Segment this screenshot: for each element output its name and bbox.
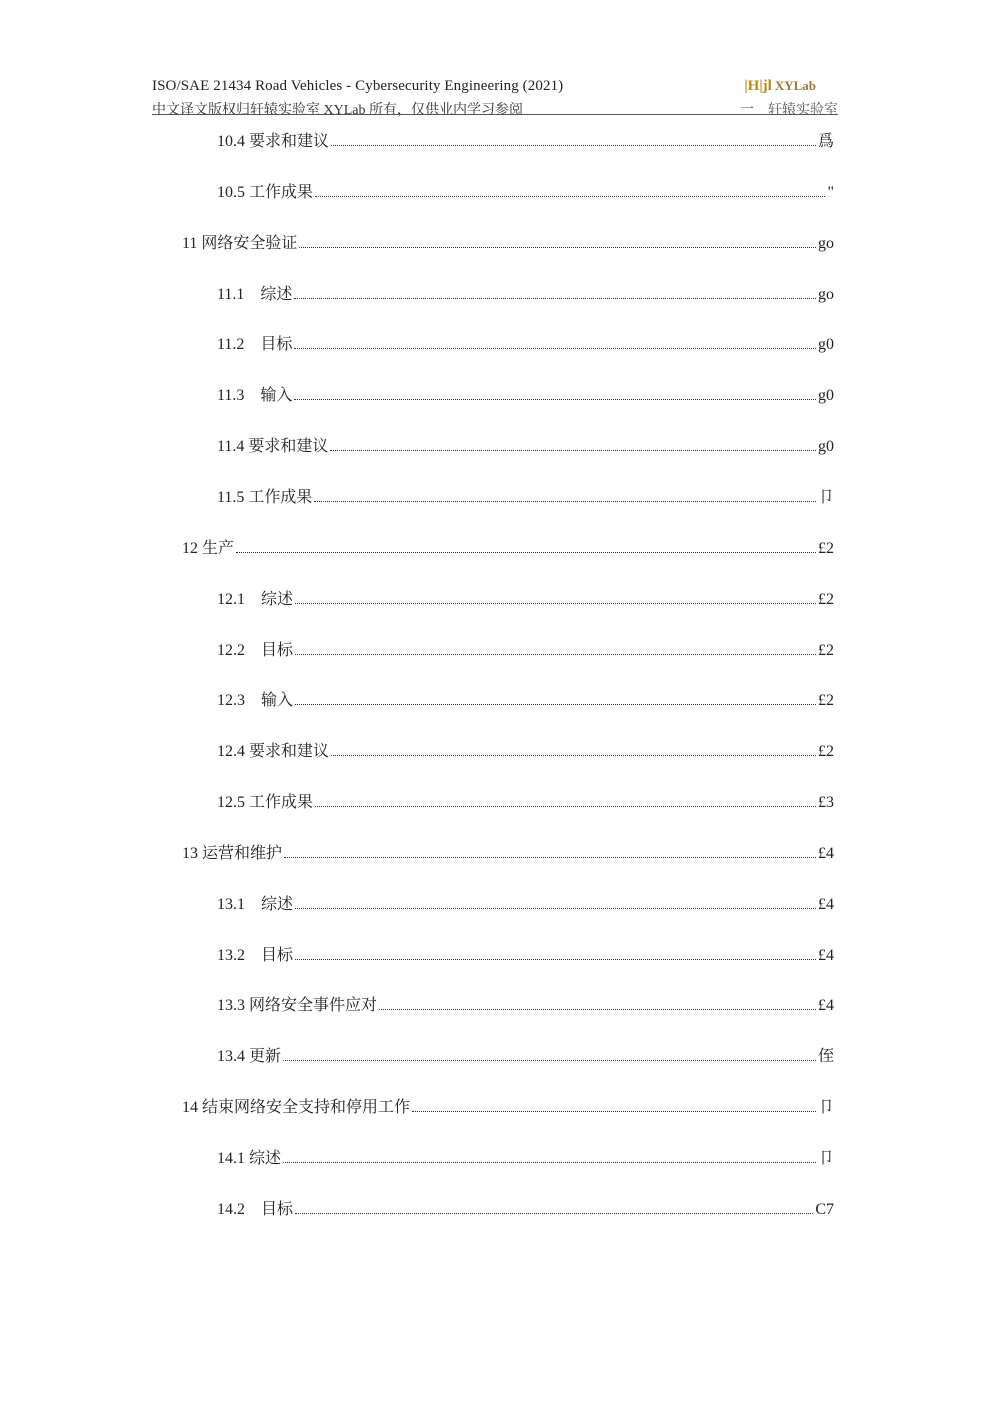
header-rule xyxy=(152,114,838,115)
toc-entry-title: 13.2 目标 xyxy=(217,947,294,964)
toc-entry-title: 14 结束网络安全支持和停用工作 xyxy=(182,1099,411,1116)
toc-page-number: g0 xyxy=(818,438,834,455)
toc-entry-title: 11.4 要求和建议 xyxy=(217,438,329,455)
toc-entry[interactable] xyxy=(217,942,834,964)
toc-entry[interactable] xyxy=(182,535,834,557)
brand-mark: |H|jl xyxy=(744,78,772,94)
toc-dot-leader xyxy=(412,1111,816,1112)
toc-dot-leader xyxy=(294,298,816,299)
toc-entry[interactable] xyxy=(217,637,834,659)
toc-page-number: £2 xyxy=(818,642,834,659)
toc-entry-title: 12.4 要求和建议 xyxy=(217,743,330,760)
toc-entry[interactable] xyxy=(217,891,834,913)
toc-dot-leader xyxy=(295,959,816,960)
toc-dot-leader xyxy=(331,755,816,756)
toc-entry-title: 13.4 更新 xyxy=(217,1048,282,1065)
toc-entry[interactable] xyxy=(217,128,834,150)
toc-entry[interactable] xyxy=(217,179,834,201)
toc-dot-leader xyxy=(331,145,816,146)
toc-dot-leader xyxy=(299,247,816,248)
toc-entry[interactable] xyxy=(217,484,834,506)
toc-dot-leader xyxy=(295,908,816,909)
brand-lab-name: 轩辕实验室 xyxy=(768,103,838,118)
toc-page-number: £4 xyxy=(818,997,834,1014)
toc-entry[interactable] xyxy=(217,1043,834,1065)
toc-entry-title: 14.2 目标 xyxy=(217,1201,294,1218)
toc-entry[interactable] xyxy=(217,789,834,811)
toc-entry-title: 12.1 综述 xyxy=(217,591,294,608)
toc-entry-title: 11 网络安全验证 xyxy=(182,235,298,252)
toc-entry[interactable] xyxy=(217,1196,834,1218)
toc-entry-title: 11.3 输入 xyxy=(217,387,293,404)
toc-page-number: 爲 xyxy=(817,133,834,150)
toc-page-number: C7 xyxy=(815,1201,834,1218)
page-header xyxy=(152,78,838,116)
toc-dot-leader xyxy=(294,348,816,349)
toc-entry-title: 14.1 综述 xyxy=(217,1150,282,1167)
toc-page-number: " xyxy=(827,184,834,201)
toc-dot-leader xyxy=(330,450,816,451)
toc-entry[interactable] xyxy=(182,230,834,252)
toc-page-number: go xyxy=(818,235,834,252)
brand-name: XYLab xyxy=(774,78,816,93)
toc-entry[interactable] xyxy=(217,1145,834,1167)
brand-dash: 一 xyxy=(740,103,754,118)
toc-page-number: g0 xyxy=(818,336,834,353)
toc-entry-title: 11.2 目标 xyxy=(217,336,293,353)
toc-entry[interactable] xyxy=(217,992,834,1014)
toc-page-number: £2 xyxy=(818,692,834,709)
toc-entry-title: 13.3 网络安全事件应对 xyxy=(217,997,378,1014)
toc-entry-title: 12.2 目标 xyxy=(217,642,294,659)
toc-dot-leader xyxy=(283,1060,816,1061)
toc-page-number: £4 xyxy=(818,896,834,913)
toc-entry-title: 11.1 综述 xyxy=(217,286,293,303)
toc-dot-leader xyxy=(295,1213,813,1214)
toc-dot-leader xyxy=(314,501,816,502)
brand-logo xyxy=(744,78,816,95)
toc-page-number: g0 xyxy=(818,387,834,404)
toc-dot-leader xyxy=(295,654,816,655)
toc-entry[interactable] xyxy=(217,738,834,760)
toc-dot-leader xyxy=(379,1009,816,1010)
document-title: ISO/SAE 21434 Road Vehicles - Cybersecurity Engineering (2021) xyxy=(152,78,564,94)
toc-entry[interactable] xyxy=(182,840,834,862)
toc-page-number: £2 xyxy=(818,540,834,557)
toc-entry-title: 13.1 综述 xyxy=(217,896,294,913)
copyright-notice: 中文译文版权归轩辕实验室 XYLab 所有，仅供业内学习参阅 xyxy=(152,103,523,118)
toc-entry-title: 10.5 工作成果 xyxy=(217,184,314,201)
toc-dot-leader xyxy=(283,1162,816,1163)
toc-entry-title: 12 生产 xyxy=(182,540,235,557)
toc-page-number: £4 xyxy=(818,947,834,964)
toc-entry[interactable] xyxy=(217,382,834,404)
toc-dot-leader xyxy=(315,196,825,197)
toc-page-number: £4 xyxy=(818,845,834,862)
toc-entry[interactable] xyxy=(217,281,834,303)
toc-entry-title: 12.5 工作成果 xyxy=(217,794,314,811)
toc-dot-leader xyxy=(295,603,816,604)
toc-page-number: £2 xyxy=(818,591,834,608)
toc-entry[interactable] xyxy=(217,331,834,353)
toc-page-number: 侄 xyxy=(817,1048,834,1065)
toc-page-number: 卩 xyxy=(817,1099,834,1116)
toc-entry[interactable] xyxy=(182,1094,834,1116)
toc-page-number: 卩 xyxy=(817,489,834,506)
toc-dot-leader xyxy=(295,704,816,705)
toc-dot-leader xyxy=(294,399,816,400)
toc-page-number: 卩 xyxy=(817,1150,834,1167)
toc-entry-title: 12.3 输入 xyxy=(217,692,294,709)
toc-entry-title: 10.4 要求和建议 xyxy=(217,133,330,150)
toc-page-number: £3 xyxy=(818,794,834,811)
toc-entry-title: 11.5 工作成果 xyxy=(217,489,313,506)
toc-page-number: go xyxy=(818,286,834,303)
brand-subtitle xyxy=(740,99,838,119)
toc-entry-title: 13 运营和维护 xyxy=(182,845,283,862)
toc-dot-leader xyxy=(315,806,816,807)
toc-dot-leader xyxy=(236,552,816,553)
toc-page-number: £2 xyxy=(818,743,834,760)
toc-entry[interactable] xyxy=(217,586,834,608)
toc-dot-leader xyxy=(284,857,816,858)
toc-entry[interactable] xyxy=(217,433,834,455)
toc-entry[interactable] xyxy=(217,687,834,709)
